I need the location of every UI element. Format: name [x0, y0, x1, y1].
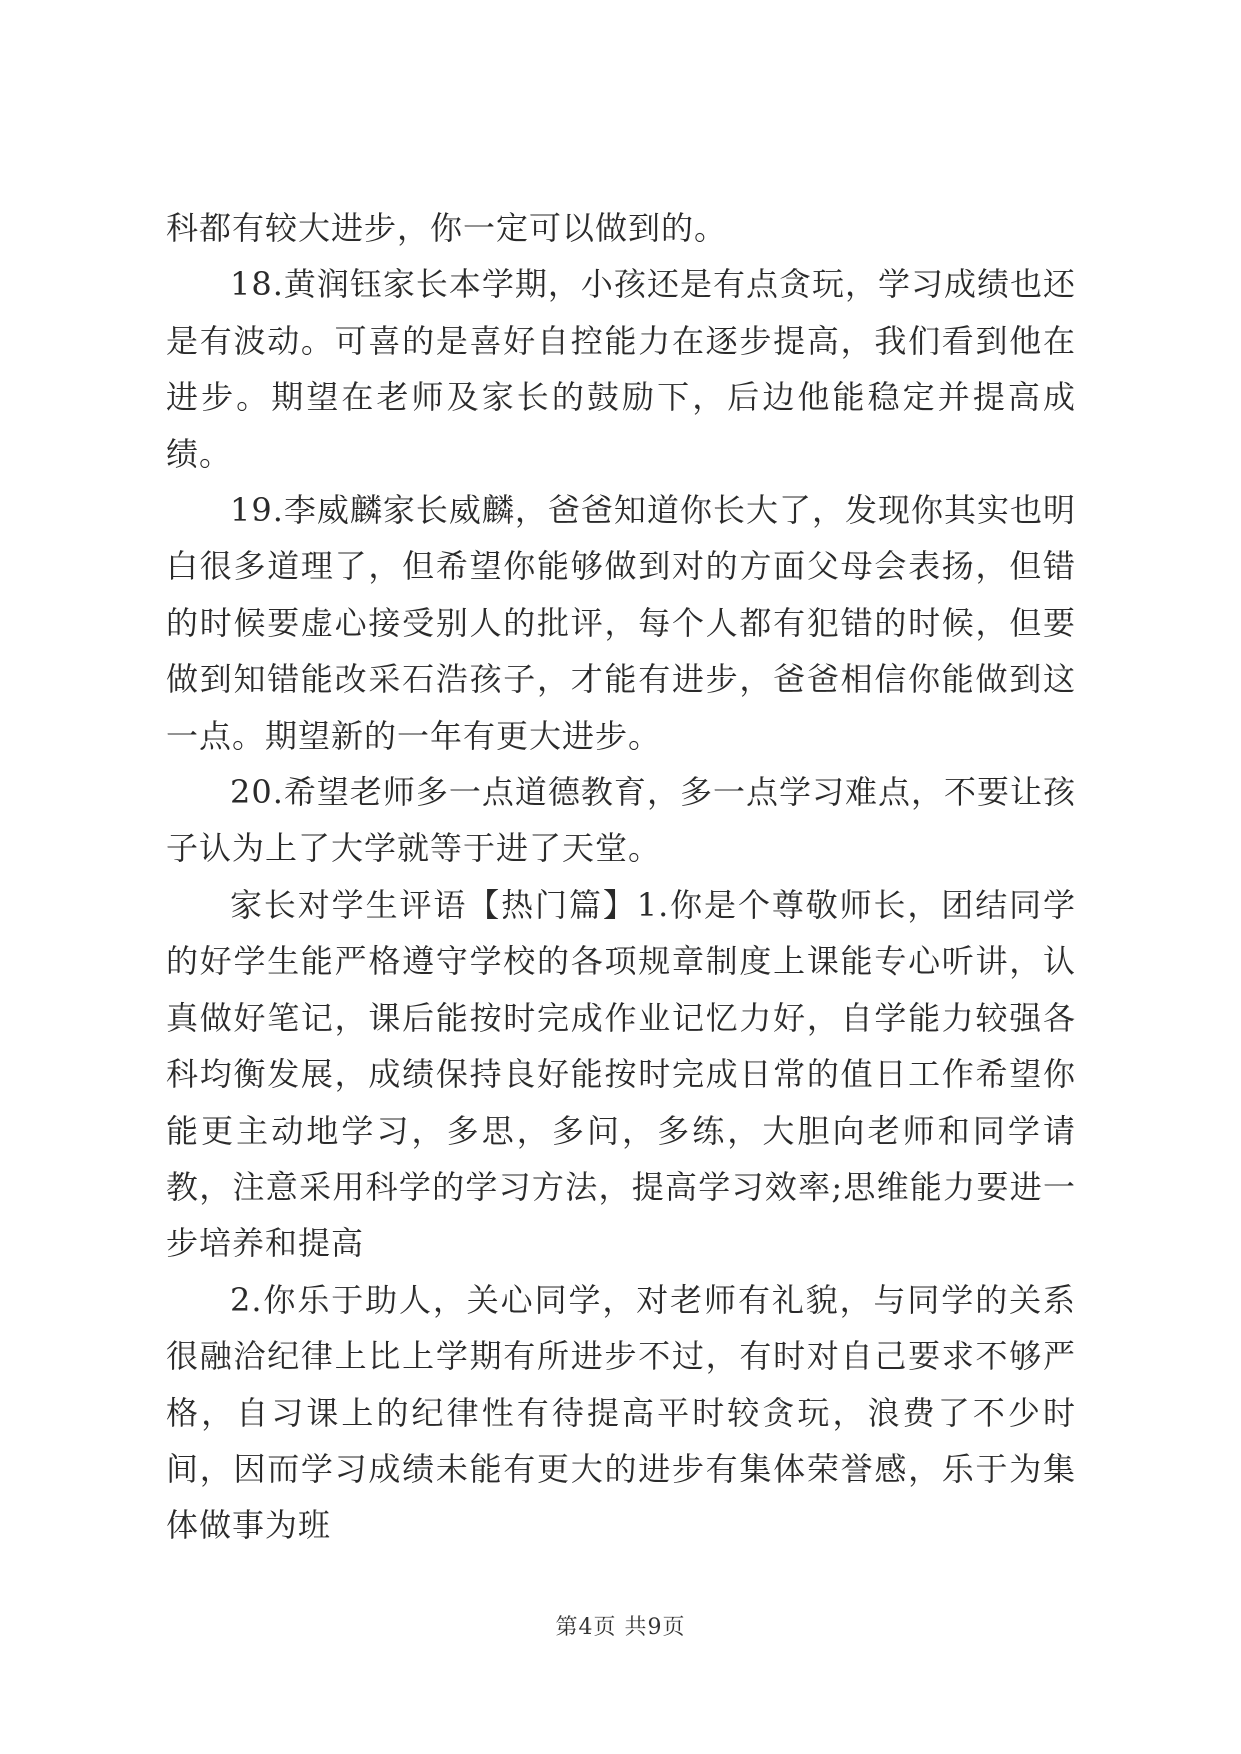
paragraph-item-2: 2.你乐于助人，关心同学，对老师有礼貌，与同学的关系很融洽纪律上比上学期有所进步不过，有时对自己要求不够严格，自习课上的纪律性有待提高平时较贪玩，浪费了不少时间，因而学习成绩未能有更大的进步有集体荣誉感，乐于为集体做事为班 — [166, 1280, 1076, 1545]
paragraph-item-20: 20.希望老师多一点道德教育，多一点学习难点，不要让孩子认为上了大学就等于进了天堂。 — [166, 773, 1076, 868]
paragraph-continuation: 科都有较大进步，你一定可以做到的。 — [166, 209, 728, 247]
document-body — [166, 200, 1076, 1554]
paragraph-item-18: 18.黄润钰家长本学期，小孩还是有点贪玩，学习成绩也还是有波动。可喜的是喜好自控能力在逐步提高，我们看到他在进步。期望在老师及家长的鼓励下，后边他能稳定并提高成绩。 — [166, 265, 1076, 473]
paragraph-section-hot: 家长对学生评语【热门篇】1.你是个尊敬师长，团结同学的好学生能严格遵守学校的各项规章制度上课能专心听讲，认真做好笔记，课后能按时完成作业记忆力好，自学能力较强各科均衡发展，成绩保持良好能按时完成日常的值日工作希望你能更主动地学习，多思，多问，多练，大胆向老师和同学请教，注意采用科学的学习方法，提高学习效率;思维能力要进一步培养和提高 — [166, 885, 1076, 1263]
paragraph-item-19: 19.李威麟家长威麟，爸爸知道你长大了，发现你其实也明白很多道理了，但希望你能够做到对的方面父母会表扬，但错的时候要虚心接受别人的批评，每个人都有犯错的时候，但要做到知错能改采石浩孩子，才能有进步，爸爸相信你能做到这一点。期望新的一年有更大进步。 — [166, 491, 1076, 755]
page-number-footer: 第4页 共9页 — [555, 1615, 686, 1640]
